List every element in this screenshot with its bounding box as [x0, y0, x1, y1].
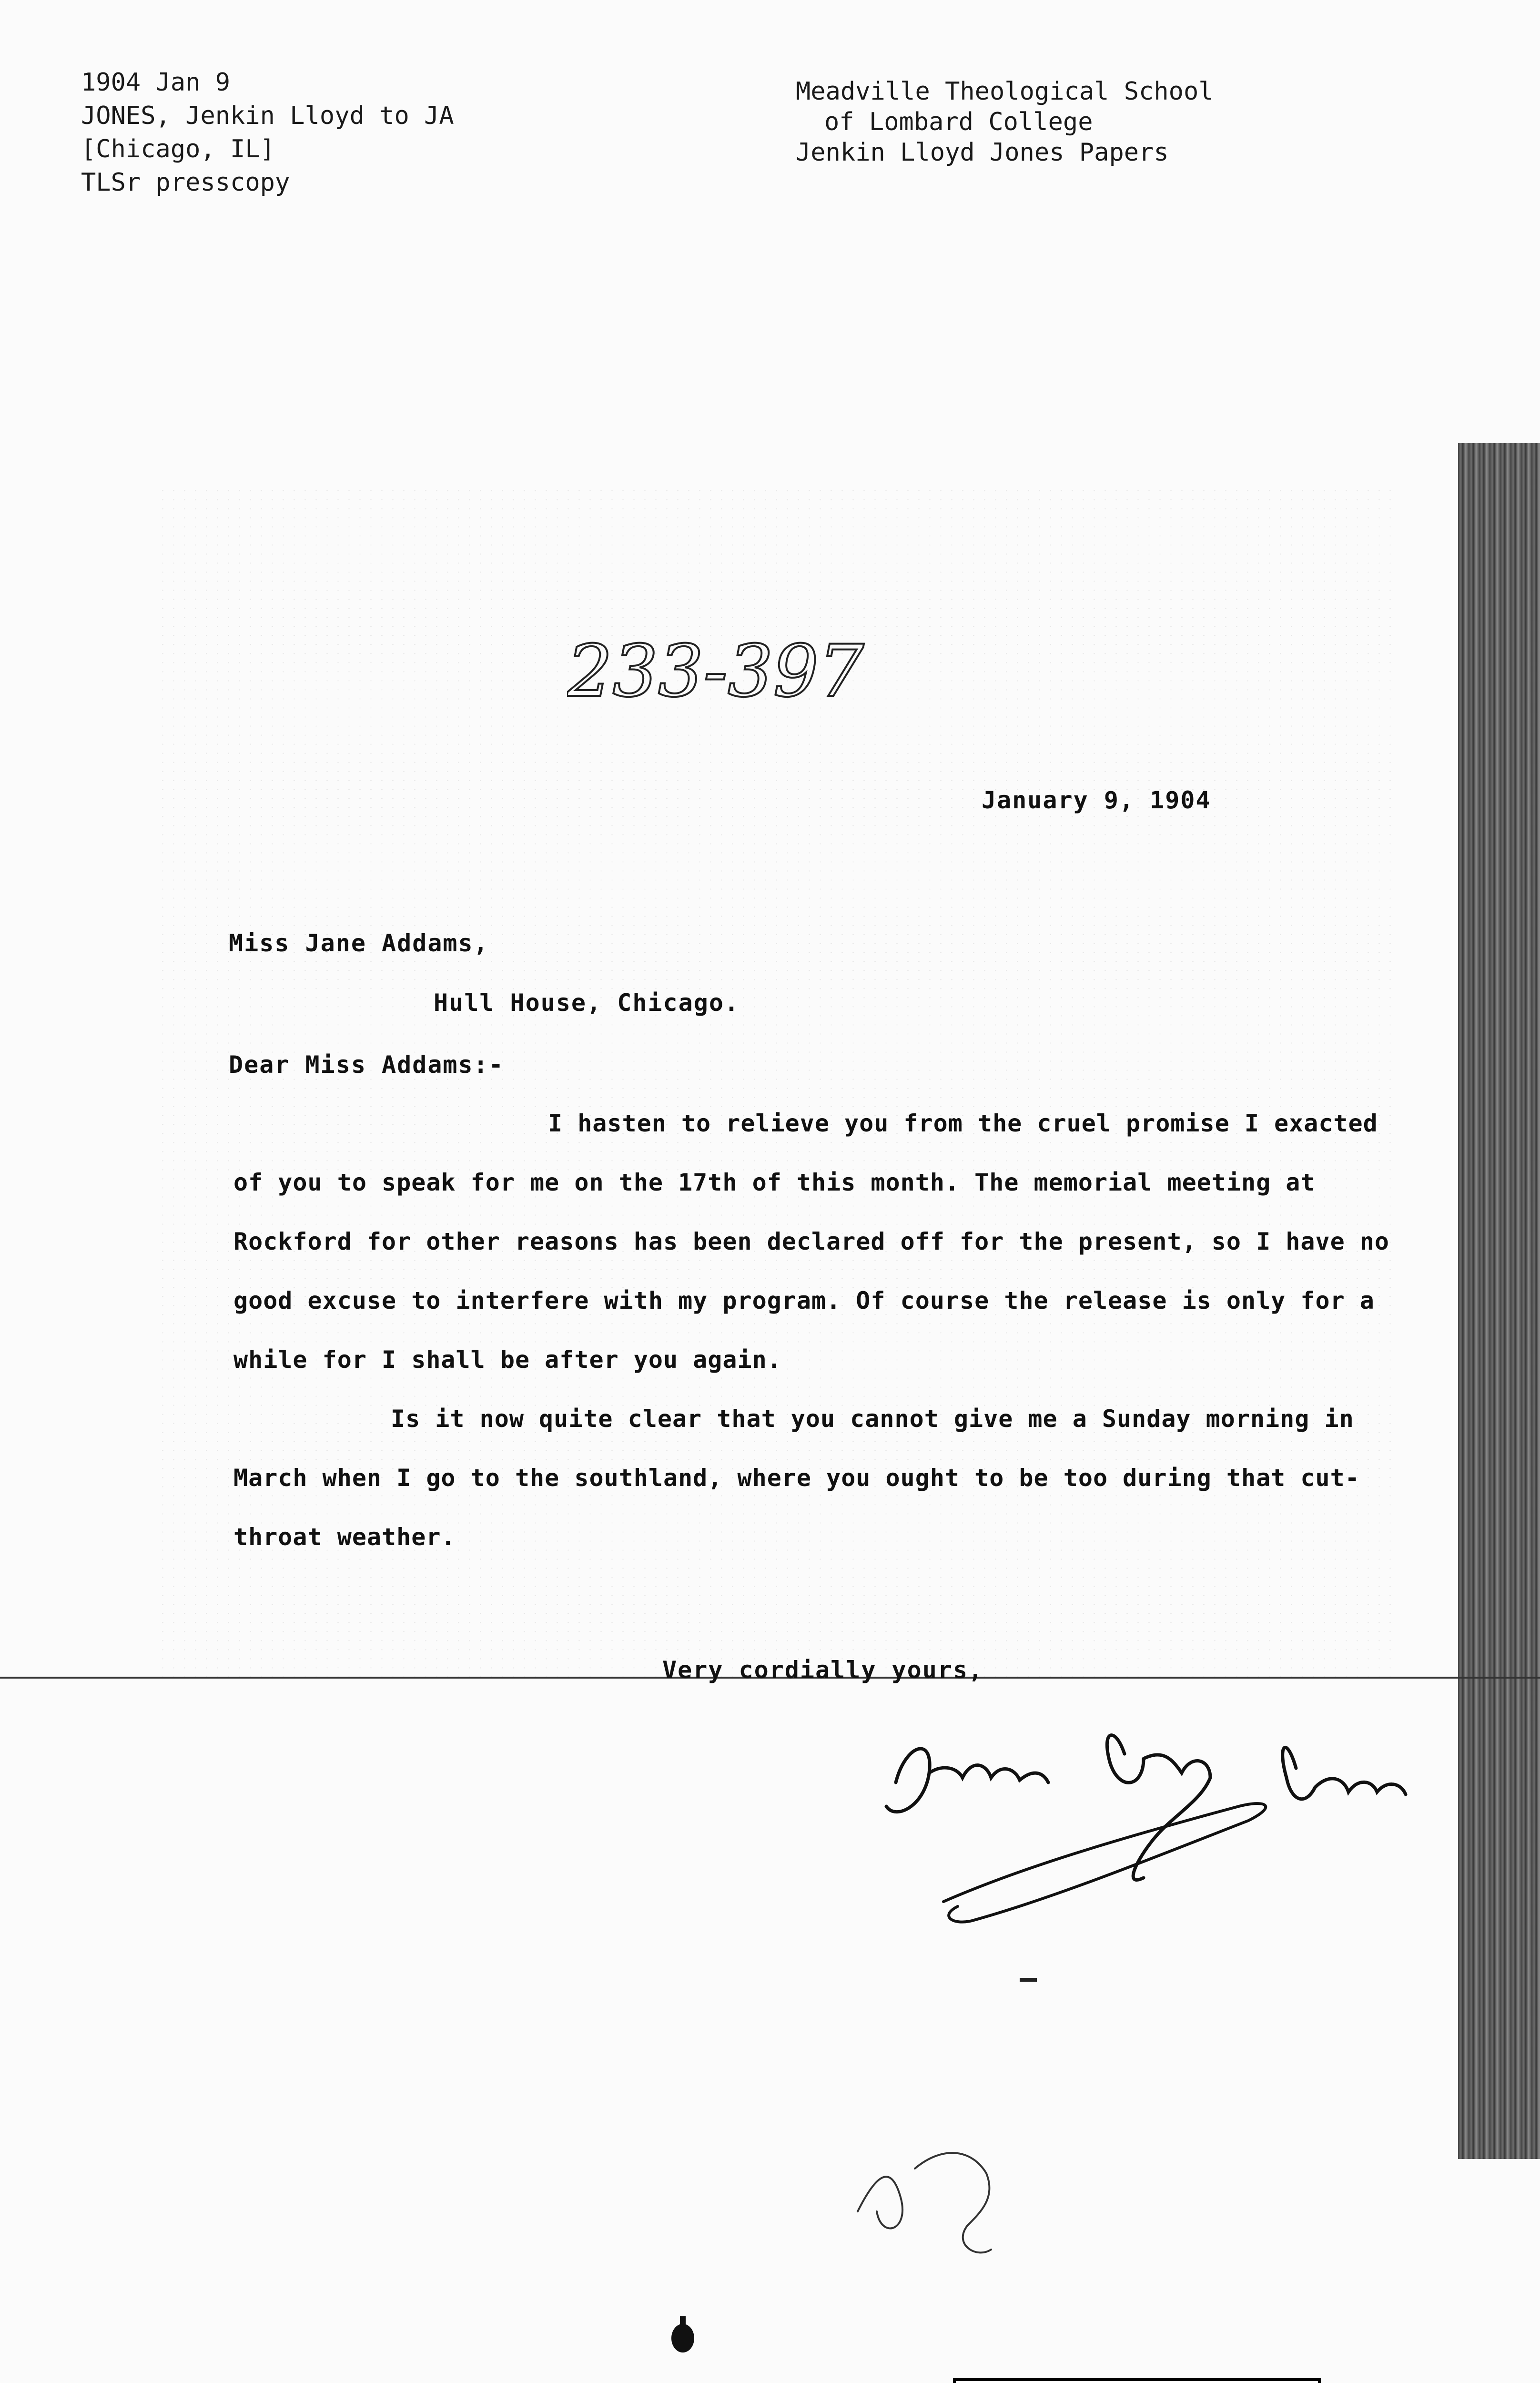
recipient-address: Hull House, Chicago. — [434, 989, 740, 1017]
stray-mark — [1020, 1978, 1037, 1982]
archive-collection: Jenkin Lloyd Jones Papers — [796, 138, 1169, 167]
pencil-mark — [848, 2116, 1058, 2288]
salutation: Dear Miss Addams:- — [229, 1051, 504, 1079]
letter-date: January 9, 1904 — [982, 786, 1211, 814]
archive-college: of Lombard College — [824, 108, 1093, 136]
handwritten-signature — [877, 1697, 1487, 1964]
closing: Very cordially yours, — [662, 1656, 984, 1684]
handwritten-number — [567, 601, 958, 743]
paragraph-1: I hasten to relieve you from the cruel promise I exacted of you to speak for me on the 17th of this month. The memorial meeting at Rockford for other reasons has been declared off for the present, so I have no good excuse to interfere with my program. Of course the release is only for a while for I shall be after you again. — [233, 1110, 1389, 1374]
archive-institution: Meadville Theological School — [796, 77, 1214, 106]
catalog-date: 1904 Jan 9 — [81, 68, 231, 97]
ink-blot — [669, 2316, 696, 2354]
letter-body — [233, 1094, 1410, 1567]
catalog-header — [81, 66, 454, 199]
handwritten-number-text: 233-397 — [567, 630, 864, 713]
catalog-correspondents: JONES, Jenkin Lloyd to JA — [81, 102, 454, 130]
catalog-place: [Chicago, IL] — [81, 135, 275, 163]
catalog-format: TLSr presscopy — [81, 168, 290, 197]
archive-header — [796, 76, 1214, 168]
recipient-name: Miss Jane Addams, — [229, 929, 489, 957]
paragraph-2: Is it now quite clear that you cannot give me a Sunday morning in March when I go to the southland, where you ought to be too during that cut-throat weather. — [233, 1405, 1360, 1551]
best-copy-stamp — [953, 2378, 1321, 2383]
